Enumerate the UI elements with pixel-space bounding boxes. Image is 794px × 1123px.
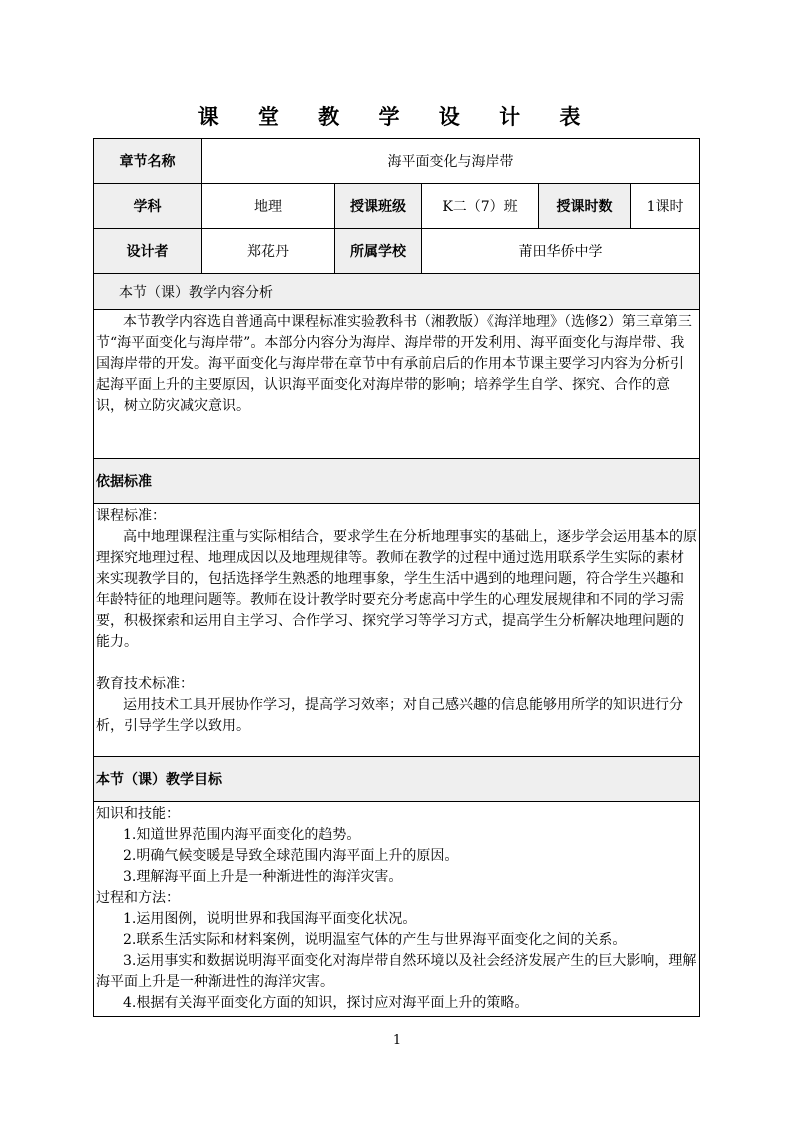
school-label: 所属学校 — [335, 229, 422, 274]
knowledge-label: 知识和技能： — [96, 806, 180, 822]
designer-value: 郑花丹 — [202, 229, 335, 274]
chapter-row — [94, 139, 700, 184]
page-title: 课 堂 教 学 设 计 表 — [197, 104, 597, 129]
chapter-label: 章节名称 — [94, 139, 202, 184]
tech-standard-label: 教育技术标准： — [96, 676, 194, 692]
class-label: 授课班级 — [335, 184, 422, 229]
subject-value: 地理 — [202, 184, 335, 229]
process-item: 1.运用图例，说明世界和我国海平面变化状况。 — [123, 911, 417, 927]
content-analysis-paragraph: 本节教学内容选自普通高中课程标准实验教科书（湘教版）《海洋地理》（选修2）第三章第三节“海平面变化与海岸带”。本部分内容分为海岸、海岸带的开发利用、海平面变化与海岸带、我国海岸带的开发。海平面变化与海岸带在章节中有承前启后的作用本节课主要学习内容为分析引起海平面上升的主要原因，认识海平面变化对海岸带的影响；培养学生自学、探究、合作的意识，树立防灾减灾意识。 — [96, 314, 692, 414]
process-item: 4.根据有关海平面变化方面的知识，探讨应对海平面上升的策略。 — [123, 995, 529, 1011]
hours-value: 1课时 — [631, 184, 700, 229]
subject-row — [94, 184, 700, 229]
objectives-body-row — [94, 802, 700, 1017]
standards-body-row — [94, 504, 700, 757]
designer-row — [94, 229, 700, 274]
school-value: 莆田华侨中学 — [422, 229, 700, 274]
process-item: 2.联系生活实际和材料案例，说明温室气体的产生与世界海平面变化之间的关系。 — [123, 932, 627, 948]
objectives-heading: 本节（课）教学目标 — [94, 757, 700, 802]
content-analysis-head-row — [94, 274, 700, 310]
hours-label: 授课时数 — [539, 184, 631, 229]
curriculum-standard-label: 课程标准： — [96, 508, 166, 524]
chapter-value: 海平面变化与海岸带 — [202, 139, 700, 184]
process-item: 3.运用事实和数据说明海平面变化对海岸带自然环境以及社会经济发展产生的巨大影响，理解海平面上升是一种渐进性的海洋灾害。 — [96, 953, 697, 990]
curriculum-standard-text: 高中地理课程注重与实际相结合，要求学生在分析地理事实的基础上，逐步学会运用基本的原理探究地理过程、地理成因以及地理规律等。教师在教学的过程中通过选用联系学生实际的素材来实现教学目的，包括选择学生熟悉的地理事象，学生生活中遇到的地理问题，符合学生兴趣和年龄特征的地理问题等。教师在设计教学时要充分考虑高中学生的心理发展规律和不同的学习需要，积极探索和运用自主学习、合作学习、探究学习等学习方式，提高学生分析解决地理问题的能力。 — [96, 529, 697, 650]
tech-standard-text: 运用技术工具开展协作学习，提高学习效率；对自己感兴趣的信息能够用所学的知识进行分析，引导学生学以致用。 — [96, 697, 683, 734]
class-value: K二（7）班 — [422, 184, 539, 229]
content-analysis-body-row — [94, 310, 700, 459]
content-analysis-heading: 本节（课）教学内容分析 — [94, 274, 700, 310]
subject-label: 学科 — [94, 184, 202, 229]
standards-head-row — [94, 459, 700, 504]
objectives-head-row — [94, 757, 700, 802]
designer-label: 设计者 — [94, 229, 202, 274]
standards-cell — [94, 504, 700, 757]
standards-heading: 依据标准 — [94, 459, 700, 504]
page-number: 1 — [392, 1033, 402, 1048]
objectives-cell — [94, 802, 700, 1017]
process-label: 过程和方法： — [96, 890, 180, 906]
content-analysis-cell — [94, 310, 700, 459]
knowledge-item: 2.明确气候变暖是导致全球范围内海平面上升的原因。 — [123, 848, 459, 864]
knowledge-item: 3.理解海平面上升是一种渐进性的海洋灾害。 — [123, 869, 403, 885]
knowledge-item: 1.知道世界范围内海平面变化的趋势。 — [123, 827, 361, 843]
lesson-design-table — [93, 138, 700, 1017]
